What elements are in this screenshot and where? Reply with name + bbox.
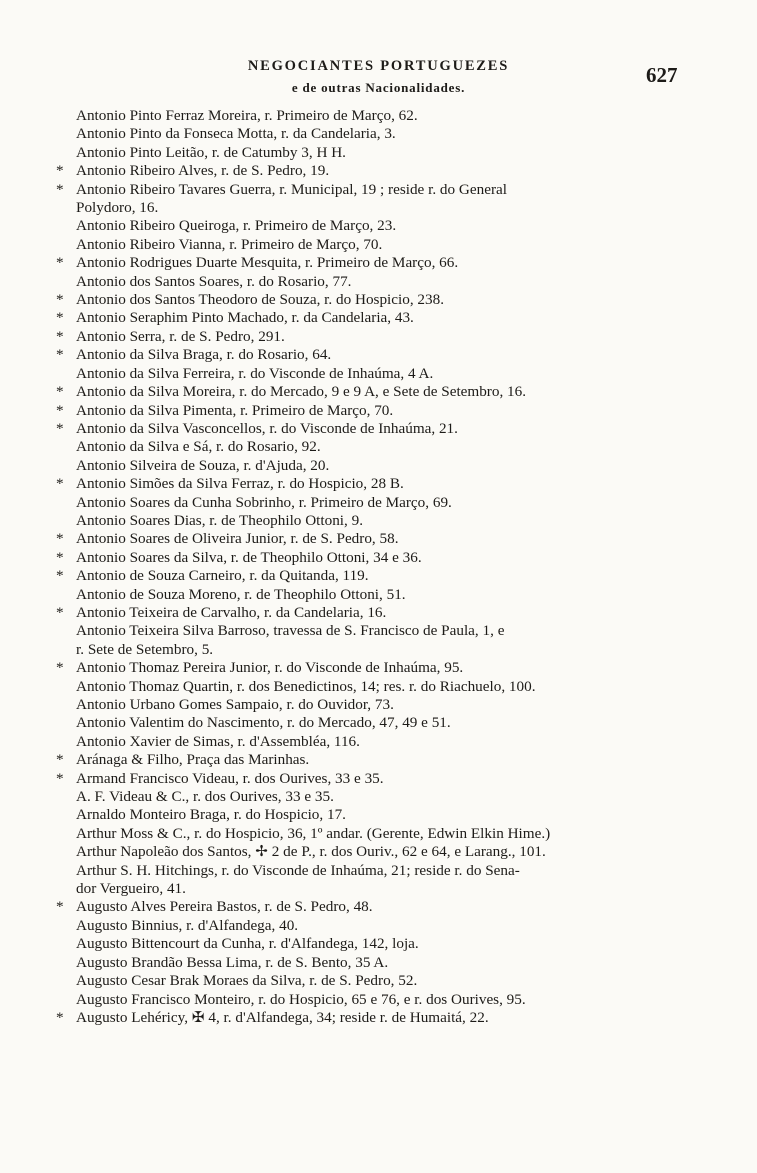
entry-text: Antonio Soares Dias, r. de Theophilo Ottoni, 9.	[76, 511, 363, 529]
entry-text: Antonio Serra, r. de S. Pedro, 291.	[76, 327, 285, 345]
entry-marker: *	[56, 548, 64, 566]
list-item	[56, 328, 696, 346]
list-item	[56, 991, 696, 1009]
entry-marker: *	[56, 180, 64, 198]
list-item	[56, 291, 696, 309]
entry-text: Antonio da Silva Pimenta, r. Primeiro de Março, 70.	[76, 401, 394, 419]
list-item	[56, 898, 696, 916]
entry-text: Antonio Valentim do Nascimento, r. do Mercado, 47, 49 e 51.	[76, 714, 451, 732]
list-item	[56, 935, 696, 953]
entry-marker: *	[56, 309, 64, 327]
entry-text: Antonio Pinto Leitão, r. de Catumby 3, H H.	[76, 143, 346, 161]
entry-text: Antonio Rodrigues Duarte Mesquita, r. Primeiro de Março, 66.	[76, 254, 459, 272]
entry-marker: *	[56, 530, 64, 548]
list-item	[56, 144, 696, 162]
page-number: 627	[646, 63, 678, 87]
entry-text: Antonio de Souza Moreno, r. de Theophilo Ottoni, 51.	[76, 585, 406, 603]
entry-continuation: r. Sete de Setembro, 5.	[76, 640, 214, 658]
entry-text: Antonio Ribeiro Queiroga, r. Primeiro de Março, 23.	[76, 217, 397, 235]
list-item	[56, 733, 696, 751]
list-item	[56, 825, 696, 843]
entry-marker: *	[56, 769, 64, 787]
entry-marker: *	[56, 898, 64, 916]
list-item	[56, 843, 696, 861]
entry-text: Antonio Seraphim Pinto Machado, r. da Candelaria, 43.	[76, 309, 414, 327]
list-item	[56, 181, 696, 218]
list-item	[56, 346, 696, 364]
entry-text: Antonio Ribeiro Alves, r. de S. Pedro, 19.	[76, 162, 330, 180]
list-item	[56, 714, 696, 732]
entry-continuation: dor Vergueiro, 41.	[76, 880, 186, 898]
entry-text: Antonio dos Santos Theodoro de Souza, r. do Hospicio, 238.	[76, 291, 444, 309]
entry-text: Arnaldo Monteiro Braga, r. do Hospicio, 17.	[76, 806, 346, 824]
entry-text: Antonio Pinto da Fonseca Motta, r. da Candelaria, 3.	[76, 125, 396, 143]
list-item	[56, 273, 696, 291]
entry-text: Antonio Thomaz Quartin, r. dos Benedictinos, 14; res. r. do Riachuelo, 100.	[76, 677, 536, 695]
page-subheading: e de outras Nacionalidades.	[291, 80, 466, 95]
list-item	[56, 1009, 696, 1027]
entry-marker: *	[56, 1008, 64, 1026]
entry-text: Antonio Soares da Silva, r. de Theophilo Ottoni, 34 e 36.	[76, 548, 422, 566]
entry-marker: *	[56, 603, 64, 621]
entry-text: Armand Francisco Videau, r. dos Ourives, 33 e 35.	[76, 769, 384, 787]
list-item	[56, 972, 696, 990]
entry-text: Antonio da Silva Moreira, r. do Mercado, 9 e 9 A, e Sete de Setembro, 16.	[76, 383, 527, 401]
entry-marker: *	[56, 567, 64, 585]
entry-text: Antonio Pinto Ferraz Moreira, r. Primeiro de Março, 62.	[76, 107, 418, 124]
entry-text: Antonio da Silva e Sá, r. do Rosario, 92.	[76, 438, 321, 456]
entry-marker: *	[56, 751, 64, 769]
list-item	[56, 457, 696, 475]
entry-continuation: Polydoro, 16.	[76, 199, 159, 217]
entry-text: Antonio Teixeira de Carvalho, r. da Candelaria, 16.	[76, 603, 387, 621]
entry-text: Augusto Lehéricy, ✠ 4, r. d'Alfandega, 34; reside r. de Humaitá, 22.	[76, 1008, 489, 1026]
entry-text: Antonio Silveira de Souza, r. d'Ajuda, 20.	[76, 456, 330, 474]
list-item	[56, 917, 696, 935]
list-item	[56, 217, 696, 235]
entry-marker: *	[56, 383, 64, 401]
entry-text: Antonio da Silva Braga, r. do Rosario, 64.	[76, 346, 332, 364]
list-item	[56, 806, 696, 824]
entry-text: Antonio Thomaz Pereira Junior, r. do Visconde de Inhaúma, 95.	[76, 659, 464, 677]
list-item	[56, 494, 696, 512]
list-item	[56, 420, 696, 438]
entry-text: Antonio de Souza Carneiro, r. da Quitanda, 119.	[76, 567, 369, 585]
list-item	[56, 862, 696, 899]
list-item	[56, 788, 696, 806]
list-item	[56, 751, 696, 769]
list-item	[56, 622, 696, 659]
entry-text: Arthur Moss & C., r. do Hospicio, 36, 1º andar. (Gerente, Edwin Elkin Hime.)	[76, 824, 551, 842]
list-item	[56, 530, 696, 548]
entry-text: Antonio Ribeiro Vianna, r. Primeiro de Março, 70.	[76, 235, 383, 253]
entry-text: Augusto Francisco Monteiro, r. do Hospicio, 65 e 76, e r. dos Ourives, 95.	[76, 990, 526, 1008]
entry-text: Augusto Alves Pereira Bastos, r. de S. Pedro, 48.	[76, 898, 373, 916]
entry-text: Arthur Napoleão dos Santos, ✢ 2 de P., r. dos Ouriv., 62 e 64, e Larang., 101.	[76, 843, 546, 861]
entry-marker: *	[56, 659, 64, 677]
list-item	[56, 954, 696, 972]
page-heading: NEGOCIANTES PORTUGUEZES	[247, 58, 510, 74]
list-item	[56, 162, 696, 180]
list-item	[56, 659, 696, 677]
entry-text: Antonio Teixeira Silva Barroso, travessa de S. Francisco de Paula, 1, e	[76, 622, 505, 640]
list-item	[56, 402, 696, 420]
list-item	[56, 678, 696, 696]
list-item	[56, 107, 696, 125]
entry-text: Arthur S. H. Hitchings, r. do Visconde de Inhaúma, 21; reside r. do Sena-	[76, 861, 520, 879]
entry-text: Antonio Ribeiro Tavares Guerra, r. Municipal, 19 ; reside r. do General	[76, 180, 507, 198]
list-item	[56, 696, 696, 714]
entry-text: Antonio Soares da Cunha Sobrinho, r. Primeiro de Março, 69.	[76, 493, 452, 511]
entry-marker: *	[56, 401, 64, 419]
list-item	[56, 309, 696, 327]
list-item	[56, 586, 696, 604]
entry-text: A. F. Videau & C., r. dos Ourives, 33 e 35.	[76, 788, 334, 806]
list-item	[56, 475, 696, 493]
entry-marker: *	[56, 254, 64, 272]
entry-text: Antonio da Silva Ferreira, r. do Visconde de Inhaúma, 4 A.	[76, 364, 434, 382]
entry-marker: *	[56, 162, 64, 180]
list-item	[56, 567, 696, 585]
list-item	[56, 438, 696, 456]
entry-list	[56, 107, 696, 1027]
list-item	[56, 236, 696, 254]
list-item	[56, 770, 696, 788]
entry-marker: *	[56, 291, 64, 309]
list-item	[56, 125, 696, 143]
list-item	[56, 254, 696, 272]
list-item	[56, 512, 696, 530]
entry-text: Antonio Urbano Gomes Sampaio, r. do Ouvidor, 73.	[76, 696, 394, 713]
entry-text: Augusto Binnius, r. d'Alfandega, 40.	[76, 916, 299, 934]
entry-text: Augusto Cesar Brak Moraes da Silva, r. de S. Pedro, 52.	[76, 972, 418, 990]
list-item	[56, 383, 696, 401]
entry-text: Antonio Xavier de Simas, r. d'Assembléa, 116.	[76, 732, 360, 750]
entry-text: Augusto Bittencourt da Cunha, r. d'Alfandega, 142, loja.	[76, 935, 419, 953]
entry-text: Antonio Soares de Oliveira Junior, r. de S. Pedro, 58.	[76, 530, 399, 548]
entry-text: Antonio Simões da Silva Ferraz, r. do Hospicio, 28 B.	[76, 475, 404, 493]
entry-marker: *	[56, 419, 64, 437]
entry-text: Augusto Brandão Bessa Lima, r. de S. Bento, 35 A.	[76, 953, 389, 971]
list-item	[56, 365, 696, 383]
entry-marker: *	[56, 346, 64, 364]
list-item	[56, 604, 696, 622]
entry-text: Antonio dos Santos Soares, r. do Rosario, 77.	[76, 272, 352, 290]
entry-text: Aránaga & Filho, Praça das Marinhas.	[76, 751, 310, 769]
entry-marker: *	[56, 475, 64, 493]
list-item	[56, 549, 696, 567]
entry-text: Antonio da Silva Vasconcellos, r. do Visconde de Inhaúma, 21.	[76, 419, 458, 437]
entry-marker: *	[56, 327, 64, 345]
